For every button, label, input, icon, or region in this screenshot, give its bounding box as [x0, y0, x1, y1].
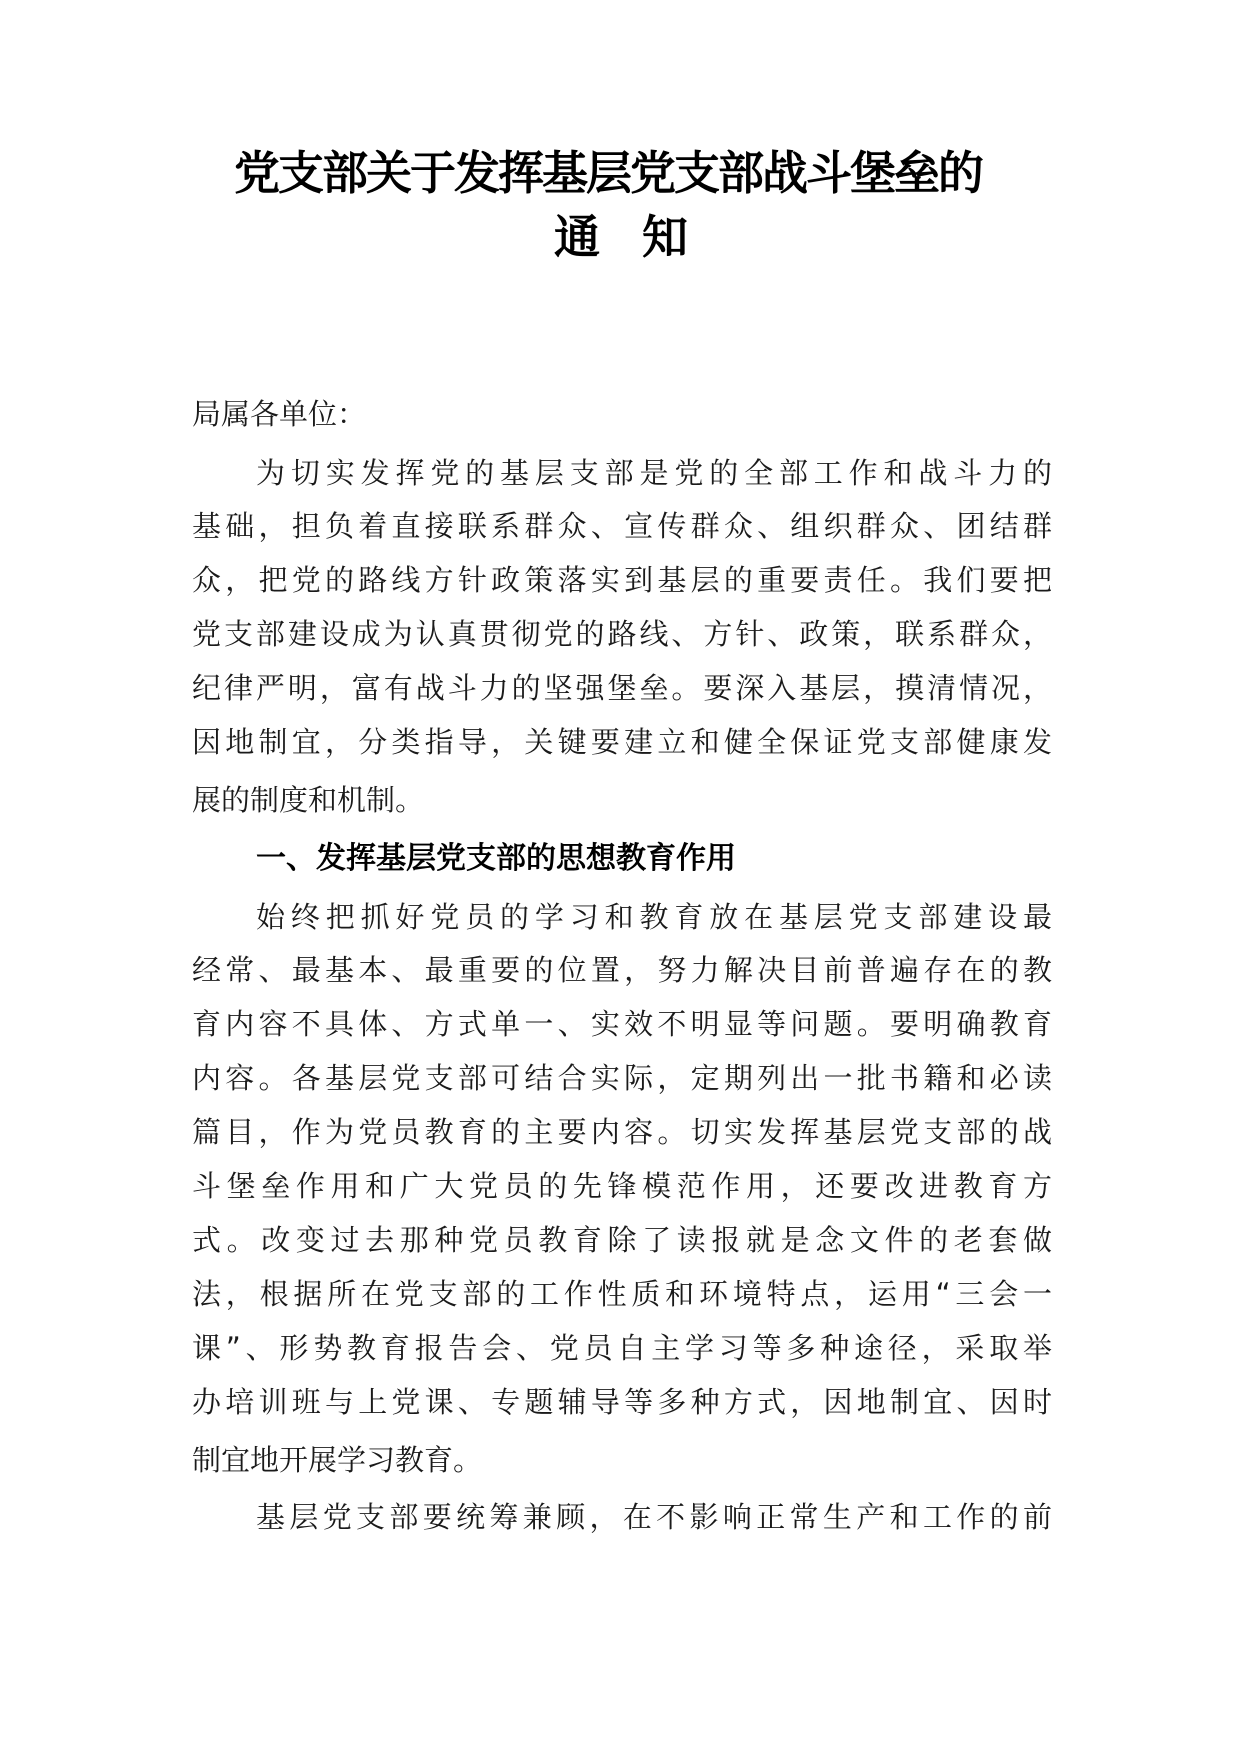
paragraph1-line: 纪律严明，富有战斗力的坚强堡垒。要深入基层，摸清情况，: [192, 671, 1052, 705]
paragraph2-line: 式。改变过去那种党员教育除了读报就是念文件的老套做: [192, 1223, 1052, 1257]
paragraph3-line: 基层党支部要统筹兼顾，在不影响正常生产和工作的前: [256, 1500, 1052, 1534]
paragraph2-line: 法，根据所在党支部的工作性质和环境特点，运用“三会一: [192, 1277, 1052, 1311]
paragraph2-line: 办培训班与上党课、专题辅导等多种方式，因地制宜、因时: [192, 1385, 1052, 1419]
paragraph2-line: 课”、形势教育报告会、党员自主学习等多种途径，采取举: [192, 1331, 1052, 1365]
paragraph2-line: 斗堡垒作用和广大党员的先锋模范作用，还要改进教育方: [192, 1169, 1052, 1203]
paragraph1-line: 因地制宜，分类指导，关键要建立和健全保证党支部健康发: [192, 725, 1052, 759]
paragraph1-line: 为切实发挥党的基层支部是党的全部工作和战斗力的: [256, 456, 1052, 490]
section1-heading: 一、发挥基层党支部的思想教育作用: [256, 841, 736, 876]
document-title-line1: 党支部关于发挥基层党支部战斗堡垒的: [234, 146, 982, 200]
paragraph1-line: 展的制度和机制。: [192, 783, 425, 817]
paragraph2-line: 制宜地开展学习教育。: [192, 1443, 483, 1477]
paragraph2-line: 始终把抓好党员的学习和教育放在基层党支部建设最: [256, 900, 1052, 934]
paragraph2-line: 篇目，作为党员教育的主要内容。切实发挥基层党支部的战: [192, 1115, 1052, 1149]
paragraph2-line: 经常、最基本、最重要的位置，努力解决目前普遍存在的教: [192, 953, 1052, 987]
paragraph2-line: 内容。各基层党支部可结合实际，定期列出一批书籍和必读: [192, 1061, 1052, 1095]
document-title-line2: 通 知: [554, 210, 686, 264]
paragraph1-line: 党支部建设成为认真贯彻党的路线、方针、政策，联系群众，: [192, 617, 1052, 651]
paragraph1-line: 基础，担负着直接联系群众、宣传群众、组织群众、团结群: [192, 509, 1052, 543]
paragraph1-line: 众，把党的路线方针政策落实到基层的重要责任。我们要把: [192, 563, 1052, 597]
paragraph2-line: 育内容不具体、方式单一、实效不明显等问题。要明确教育: [192, 1007, 1052, 1041]
salutation: 局属各单位：: [192, 397, 367, 431]
